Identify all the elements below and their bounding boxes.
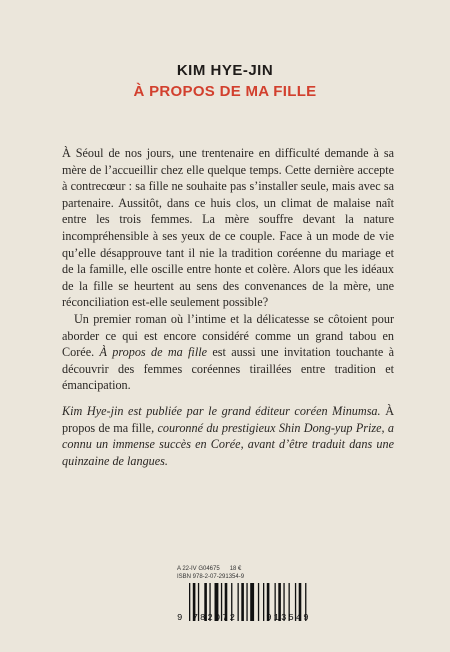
isbn: ISBN 978-2-07-291354-9 (177, 574, 245, 580)
barcode-block (177, 565, 357, 627)
price: 18 € (229, 566, 242, 572)
summary-text (62, 145, 394, 394)
summary-paragraph-1: À Séoul de nos jours, une trentenaire en difficulté demande à sa mère de l’accueillir chez elle quelque temps. Cette dernière accepte à contrecœur : sa fille ne souhaite pas s’installer seule, mais avec sa partenaire. Aussitôt, dans ce huis clos, un climat de malaise naît entre les trois femmes. La mère souffre devant la nature incompréhensible à ses yeux de ce couple. Face à un mode de vie qu’elle désapprouve tant il nie la tradition coréenne du mariage et de la famille, elle oscille entre honte et colère. Alors que les idéaux de la fille se heurtent au sens des convenances de la mère, une réconciliation est-elle seulement possible? (62, 146, 394, 310)
author-blurb: Kim Hye-jin est publiée par le grand éditeur coréen Minumsa. À propos de ma fille, couronné du prestigieux Shin Dong-yup Prize, a connu un immense succès en Corée, avant d’être traduit dans une quinzaine de langues. (62, 404, 394, 468)
author-name: KIM HYE-JIN (176, 62, 274, 79)
product-code: A 22-IV G04675 (177, 566, 220, 572)
summary-paragraph-2: Un premier roman où l’intime et la délicatesse se côtoient pour aborder ce qui est encore considéré comme un grand tabou en Corée. À propos de ma fille est aussi une invitation touchante à découvrir des femmes coréennes tiraillées entre tradition et émancipation. (62, 311, 394, 393)
ean-digits: 9 782072 913549 (177, 613, 311, 623)
book-title: À PROPOS DE MA FILLE (133, 83, 317, 100)
title-italic: À propos de ma fille (99, 345, 208, 360)
